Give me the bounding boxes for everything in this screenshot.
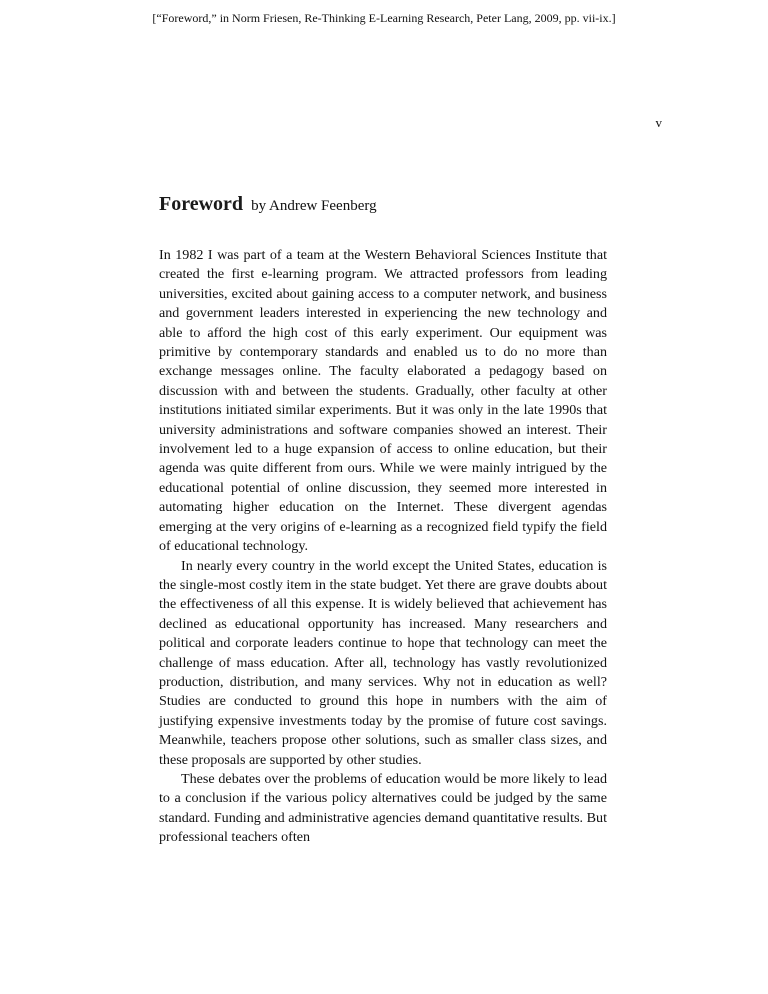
page-number: v [655, 115, 662, 130]
paragraph: In nearly every country in the world except the United States, education is the single-most costly item in the state budget. Yet there are grave doubts about the effectiveness of all this expense. It is widely believed that achievement has declined as educational opportunity has increased. Many researchers and political and corporate leaders continue to hope that technology can meet the challenge of mass education. After all, technology has vastly revolutionized production, distribution, and many services. Why not in education as well? Studies are conducted to ground this hope in numbers with the aim of justifying expensive investments today by the promise of future cost savings. Meanwhile, teachers propose other solutions, such as smaller class sizes, and these proposals are supported by other studies. [159, 557, 607, 768]
chapter-byline: by Andrew Feenberg [251, 198, 377, 214]
paragraph: These debates over the problems of education would be more likely to lead to a conclusion if the various policy alternatives could be judged by the same standard. Funding and administrative agencies demand quantitative results. But professional teachers often [159, 770, 607, 846]
paragraph: In 1982 I was part of a team at the Western Behavioral Sciences Institute that created the first e-learning program. We attracted professors from leading universities, excited about gaining access to a computer network, and business and government leaders interested in experiencing the new technology and able to afford the high cost of this early experiment. Our equipment was primitive by contemporary standards and enabled us to do no more than exchange messages online. The faculty elaborated a pedagogy based on discussion with and between the students. Gradually, other faculty at other institutions initiated similar experiments. But it was only in the late 1990s that university administrations and software companies showed an interest. Their involvement led to a huge expansion of access to online education, but their agenda was quite different from ours. While we were mainly intrigued by the educational potential of online discussion, they seemed more interested in automating higher education on the Internet. These divergent agendas emerging at the very origins of e-learning as a recognized field typify the field of educational technology. [159, 247, 607, 555]
body-text [159, 246, 607, 848]
chapter-title-main: Foreword [159, 193, 244, 215]
chapter-title [159, 193, 619, 216]
header-citation: [“Foreword,” in Norm Friesen, Re-Thinking E-Learning Research, Peter Lang, 2009, pp. vii-ix.] [152, 11, 616, 25]
